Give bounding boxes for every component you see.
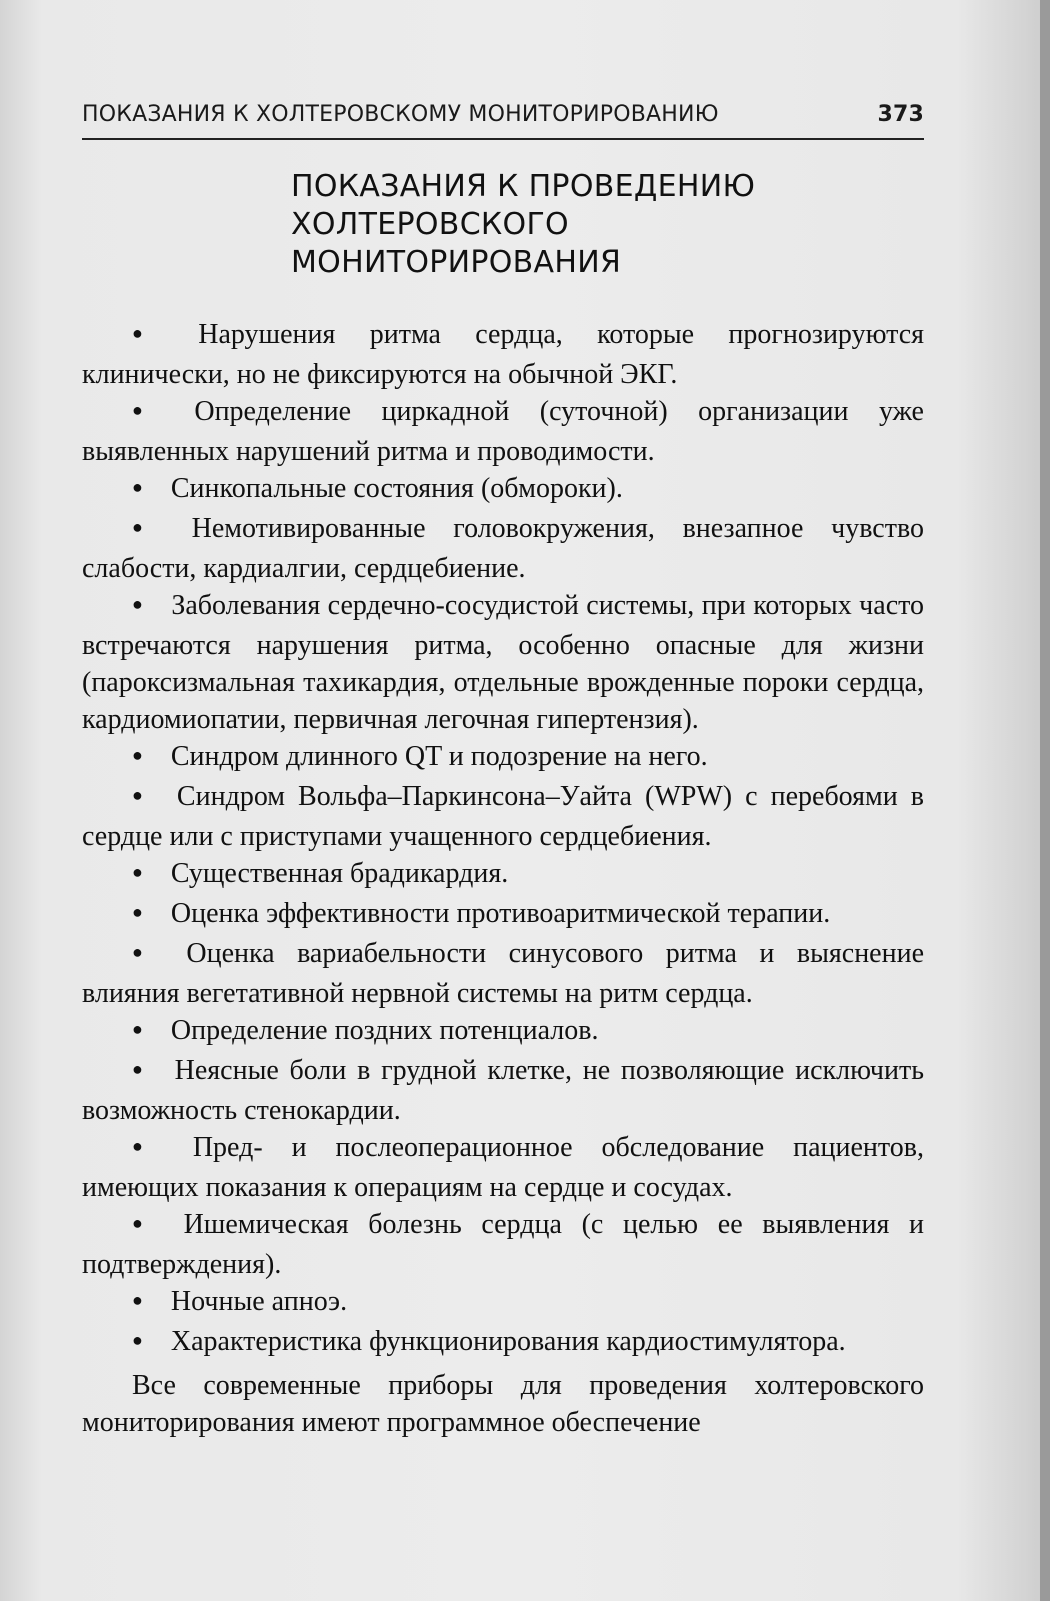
list-item: ● Неясные боли в грудной клетке, не позволяющие исключить возможность стенокардии. [82,1052,924,1129]
list-item: ● Заболевания сердечно-сосудистой системы, при которых часто встречаются нарушения ритма, особенно опасные для жизни (пароксизмальная тахикардия, отдельные врожденные пороки сердца, кардиомиопатии, первичная легочная гипертензия). [82,587,924,738]
list-item: ● Ишемическая болезнь сердца (с целью ее выявления и подтверждения). [82,1206,924,1283]
list-item: ● Синдром длинного QT и подозрение на него. [82,738,924,778]
section-heading [291,168,851,282]
body-text [82,316,924,1441]
list-item: ● Синкопальные состояния (обмороки). [82,470,924,510]
list-item: ● Характеристика функционирования кардиостимулятора. [82,1323,924,1363]
list-item: ● Нарушения ритма сердца, которые прогнозируются клинически, но не фиксируются на обычной ЭКГ. [82,316,924,393]
closing-paragraph: Все современные приборы для проведения холтеровского мониторирования имеют программное обеспечение [82,1370,924,1438]
heading-line: ХОЛТЕРОВСКОГО [291,207,569,242]
page-number: 373 [877,102,924,127]
list-item: ● Оценка вариабельности синусового ритма и выяснение влияния вегетативной нервной системы на ритм сердца. [82,935,924,1012]
heading-line: МОНИТОРИРОВАНИЯ [291,245,622,280]
list-item: ● Существенная брадикардия. [82,855,924,895]
running-head-title: ПОКАЗАНИЯ К ХОЛТЕРОВСКОМУ МОНИТОРИРОВАНИЮ [82,102,719,127]
heading-line: ПОКАЗАНИЯ К ПРОВЕДЕНИЮ [291,169,756,204]
list-item: ● Синдром Вольфа–Паркинсона–Уайта (WPW) с перебоями в сердце или с приступами учащенного сердцебиения. [82,778,924,855]
header-rule [82,138,924,140]
list-item: ● Определение поздних потенциалов. [82,1012,924,1052]
running-head [82,100,924,136]
list-item: ● Оценка эффективности противоаритмической терапии. [82,895,924,935]
list-item: ● Пред- и послеоперационное обследование пациентов, имеющих показания к операциям на сердце и сосудах. [82,1129,924,1206]
list-item: ● Немотивированные головокружения, внезапное чувство слабости, кардиалгии, сердцебиение. [82,510,924,587]
list-item: ● Определение циркадной (суточной) организации уже выявленных нарушений ритма и проводимости. [82,393,924,470]
list-item: ● Ночные апноэ. [82,1283,924,1323]
